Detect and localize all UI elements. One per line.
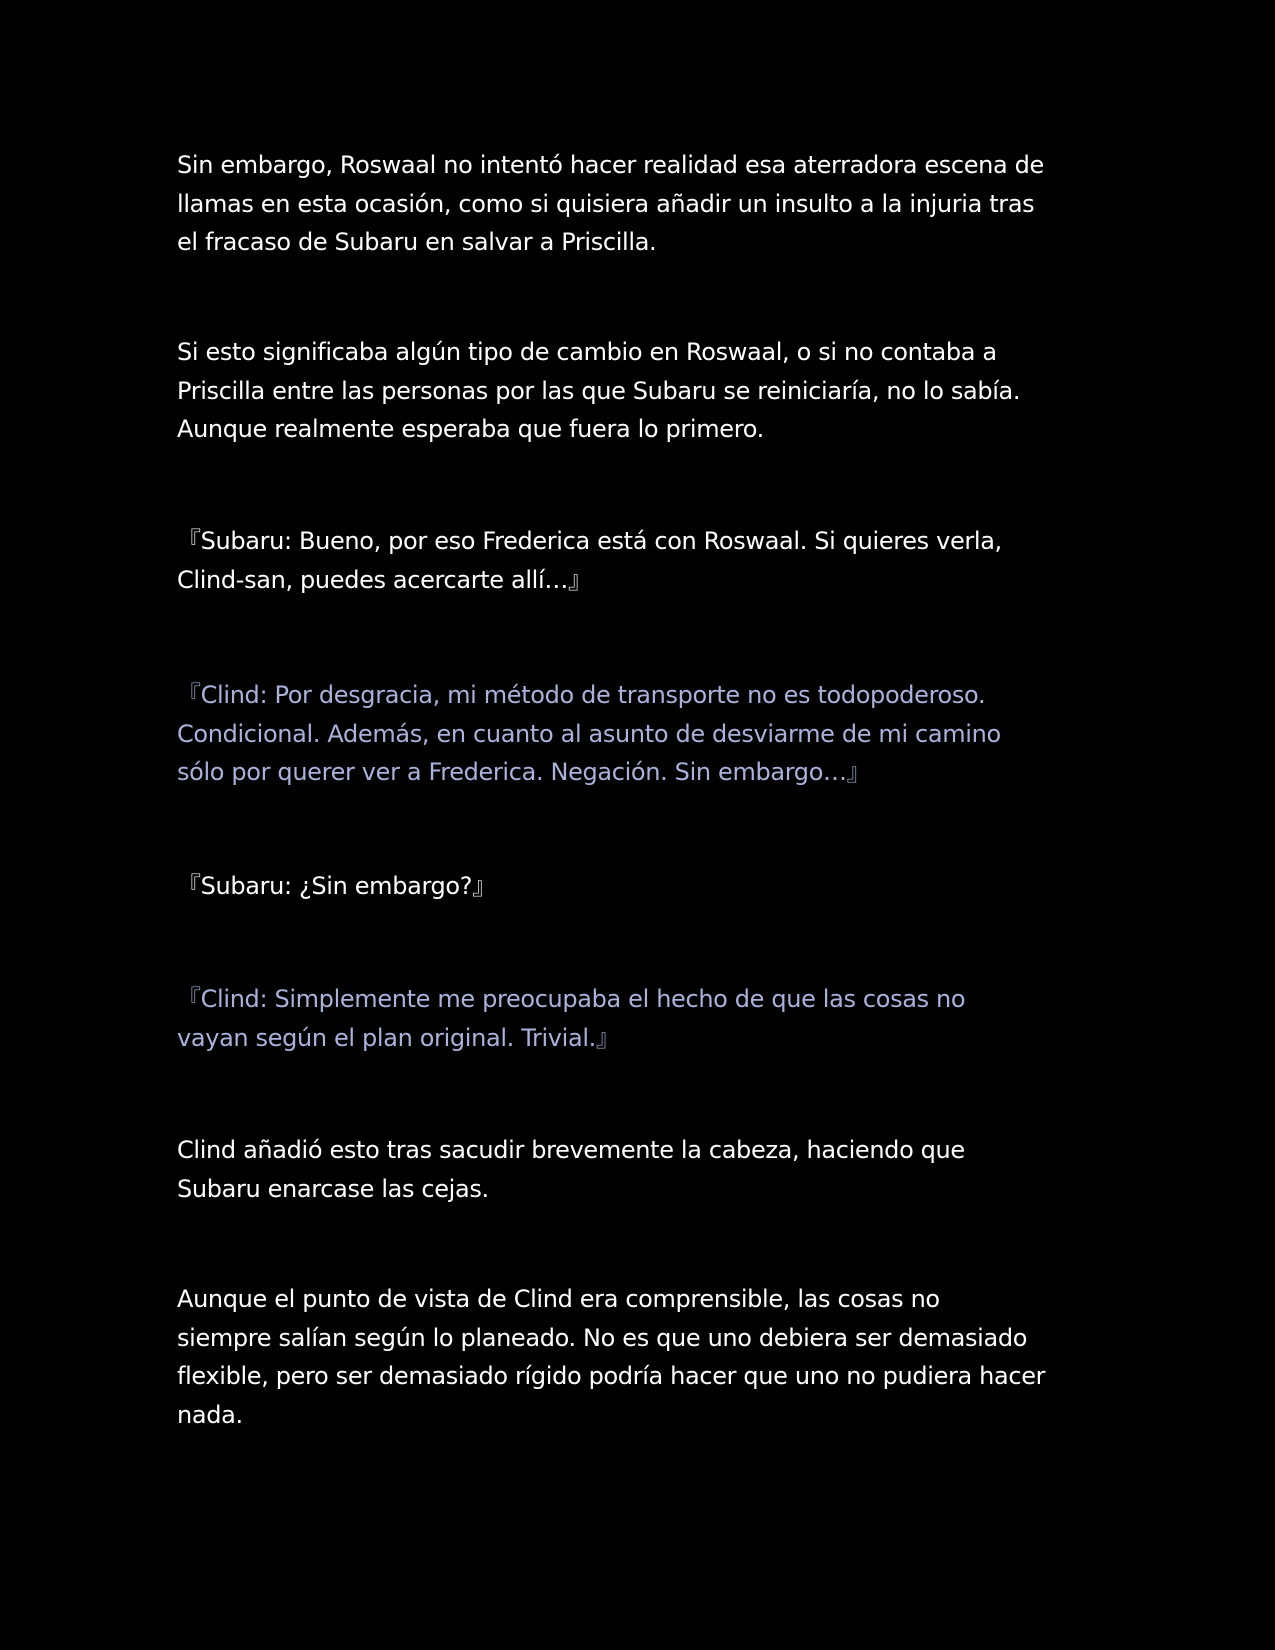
paragraph-narration-3 [177, 1131, 1107, 1208]
text-line: Subaru enarcase las cejas. [177, 1174, 489, 1203]
text-line: sólo por querer ver a Frederica. Negación. Sin embargo…』 [177, 758, 871, 786]
dialogue-subaru-1 [177, 522, 1107, 599]
text-line: flexible, pero ser demasiado rígido podría hacer que uno no pudiera hacer [177, 1362, 1046, 1390]
text-line: 『Subaru: Bueno, por eso Frederica está con Roswaal. Si quieres verla, [177, 527, 1002, 555]
dialogue-subaru-2 [177, 867, 1107, 906]
text-line: 『Subaru: ¿Sin embargo?』 [177, 872, 496, 900]
dialogue-clind-1 [177, 676, 1107, 792]
dialogue-clind-2 [177, 980, 1107, 1057]
text-line: Aunque realmente esperaba que fuera lo primero. [177, 415, 764, 443]
text-line: Si esto significaba algún tipo de cambio en Roswaal, o si no contaba a [177, 338, 997, 366]
text-line: llamas en esta ocasión, como si quisiera añadir un insulto a la injuria tras [177, 189, 1035, 218]
text-line: 『Clind: Por desgracia, mi método de transporte no es todopoderoso. [177, 681, 986, 709]
text-line: 『Clind: Simplemente me preocupaba el hecho de que las cosas no [177, 985, 966, 1013]
text-line: Clind añadió esto tras sacudir brevemente la cabeza, haciendo que [177, 1136, 965, 1164]
paragraph-narration-1 [177, 146, 1107, 262]
paragraph-narration-4 [177, 1280, 1107, 1434]
text-line: Condicional. Además, en cuanto al asunto de desviarme de mi camino [177, 719, 1001, 748]
text-line: el fracaso de Subaru en salvar a Priscilla. [177, 228, 657, 256]
text-line: Clind-san, puedes acercarte allí…』 [177, 565, 592, 594]
text-line: Sin embargo, Roswaal no intentó hacer realidad esa aterradora escena de [177, 151, 1044, 179]
text-line: Aunque el punto de vista de Clind era comprensible, las cosas no [177, 1285, 940, 1313]
text-line: Priscilla entre las personas por las que Subaru se reiniciaría, no lo sabía. [177, 376, 1021, 405]
paragraph-narration-2 [177, 333, 1107, 449]
text-line: vayan según el plan original. Trivial.』 [177, 1023, 620, 1052]
text-line: siempre salían según lo planeado. No es que uno debiera ser demasiado [177, 1323, 1028, 1352]
text-line: nada. [177, 1400, 243, 1429]
